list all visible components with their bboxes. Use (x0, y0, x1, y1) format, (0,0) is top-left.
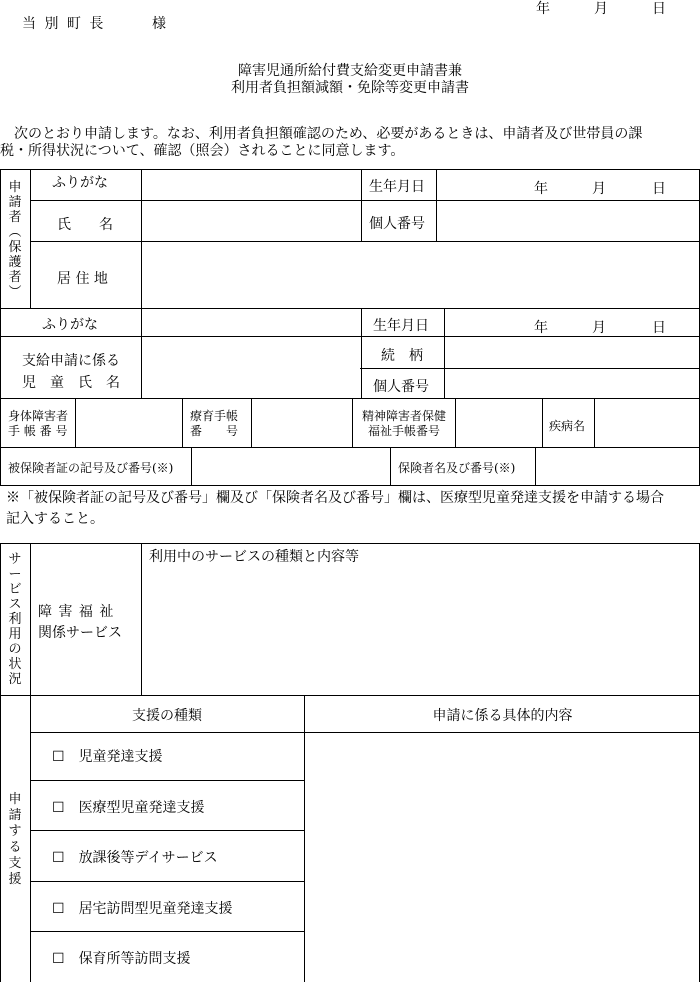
service-category-label-line1: 障 害 福 祉 (38, 604, 115, 620)
support-detail-header: 申請に係る具体的内容 (432, 708, 573, 724)
intro-text-line1: 次のとおり申請します。なお、利用者負担額確認のため、必要があるときは、申請者及び世帯員の課 (14, 126, 643, 142)
support-item-label: 放課後等デイサービス (78, 850, 218, 866)
rehab-handbook-label-line2: 番 号 (190, 424, 239, 438)
applicant-name-field[interactable] (142, 201, 360, 241)
insurer-field[interactable] (536, 448, 699, 485)
child-mynumber-label: 個人番号 (373, 379, 429, 395)
child-birth-month: 月 (592, 320, 606, 336)
service-side-label: サ ー ビ ス 利 用 の 状 況 (8, 552, 22, 687)
checkbox-icon[interactable]: ☐ (52, 749, 65, 765)
disease-label: 疾病名 (549, 419, 586, 433)
footnote-line1: ※「被保険者証の記号及び番号」欄及び「保険者名及び番号」欄は、医療型児童発達支援を申請する場合 (6, 490, 664, 506)
applicant-mynumber-label: 個人番号 (369, 216, 425, 232)
child-mynumber-field[interactable] (445, 369, 699, 398)
support-item-label: 医療型児童発達支援 (78, 800, 205, 816)
support-item[interactable] (52, 847, 218, 867)
footnote-line2: 記入すること。 (6, 511, 104, 527)
applicant-furigana-label: ふりがな (52, 175, 108, 191)
intro-text-line2: 税・所得状況について、確認（照会）されることに同意します。 (0, 143, 405, 159)
child-relation-field[interactable] (445, 337, 699, 368)
support-detail-field[interactable] (305, 733, 699, 982)
child-relation-label: 続 柄 (381, 348, 423, 364)
rehab-handbook-field[interactable] (252, 399, 352, 447)
support-item[interactable] (52, 948, 191, 968)
applicant-mynumber-field[interactable] (437, 201, 699, 241)
applicant-address-field[interactable] (142, 242, 699, 308)
service-content-field[interactable] (142, 566, 699, 695)
applicant-birth-label: 生年月日 (369, 179, 425, 195)
date-year-label: 年 (536, 1, 550, 17)
mental-handbook-label-line1: 精神障害者保健 (362, 409, 447, 423)
insurance-card-label: 被保険者証の記号及び番号(※) (8, 461, 174, 475)
child-birth-year: 年 (534, 320, 548, 336)
applicant-birth-month: 月 (592, 181, 606, 197)
checkbox-icon[interactable]: ☐ (52, 951, 65, 967)
child-name-field[interactable] (142, 337, 360, 398)
service-category-label-line2: 関係サービス (38, 625, 122, 641)
child-birth-day: 日 (652, 320, 666, 336)
child-furigana-field[interactable] (142, 309, 360, 336)
support-item-label: 保育所等訪問支援 (78, 951, 191, 967)
insurer-label: 保険者名及び番号(※) (398, 461, 516, 475)
support-item[interactable] (52, 797, 205, 817)
applicant-furigana-field[interactable] (142, 170, 360, 200)
checkbox-icon[interactable]: ☐ (52, 800, 65, 816)
physical-handbook-label-line1: 身体障害者 (8, 409, 69, 423)
support-side-label: 申 請 す る 支 援 (8, 792, 22, 887)
physical-handbook-field[interactable] (76, 399, 182, 447)
insurance-card-field[interactable] (192, 448, 390, 485)
support-item-label: 児童発達支援 (78, 749, 163, 765)
mental-handbook-label-line2: 福祉手帳番号 (368, 424, 441, 438)
form-title-line1: 障害児通所給付費支給変更申請書兼 (238, 63, 462, 79)
applicant-side-label: 申 請 者 ︵ 保 護 者 ︶ (8, 180, 22, 300)
support-item[interactable] (52, 746, 163, 766)
physical-handbook-label-line2: 手 帳 番 号 (8, 424, 68, 438)
disease-field[interactable] (595, 399, 699, 447)
applicant-address-label: 居 住 地 (57, 271, 108, 287)
child-furigana-label: ふりがな (42, 317, 98, 333)
rehab-handbook-label-line1: 療育手帳 (190, 409, 239, 423)
form-title-line2: 利用者負担額減額・免除等変更申請書 (231, 80, 469, 96)
support-type-header: 支援の種類 (132, 708, 202, 724)
applicant-name-label: 氏 名 (57, 217, 113, 233)
checkbox-icon[interactable]: ☐ (52, 901, 65, 917)
child-birth-label: 生年月日 (373, 318, 429, 334)
child-name-label-line1: 支給申請に係る (22, 353, 120, 369)
applicant-birth-day: 日 (652, 181, 666, 197)
addressee: 当 別 町 長 (22, 16, 106, 32)
mental-handbook-field[interactable] (456, 399, 542, 447)
applicant-birth-year: 年 (534, 181, 548, 197)
honorific: 様 (152, 16, 166, 32)
support-item-label: 居宅訪問型児童発達支援 (78, 901, 233, 917)
checkbox-icon[interactable]: ☐ (52, 850, 65, 866)
support-item[interactable] (52, 898, 233, 918)
child-name-label-line2: 児 童 氏 名 (22, 375, 120, 391)
date-day-label: 日 (652, 1, 666, 17)
service-content-header: 利用中のサービスの種類と内容等 (149, 549, 359, 565)
date-month-label: 月 (594, 1, 608, 17)
